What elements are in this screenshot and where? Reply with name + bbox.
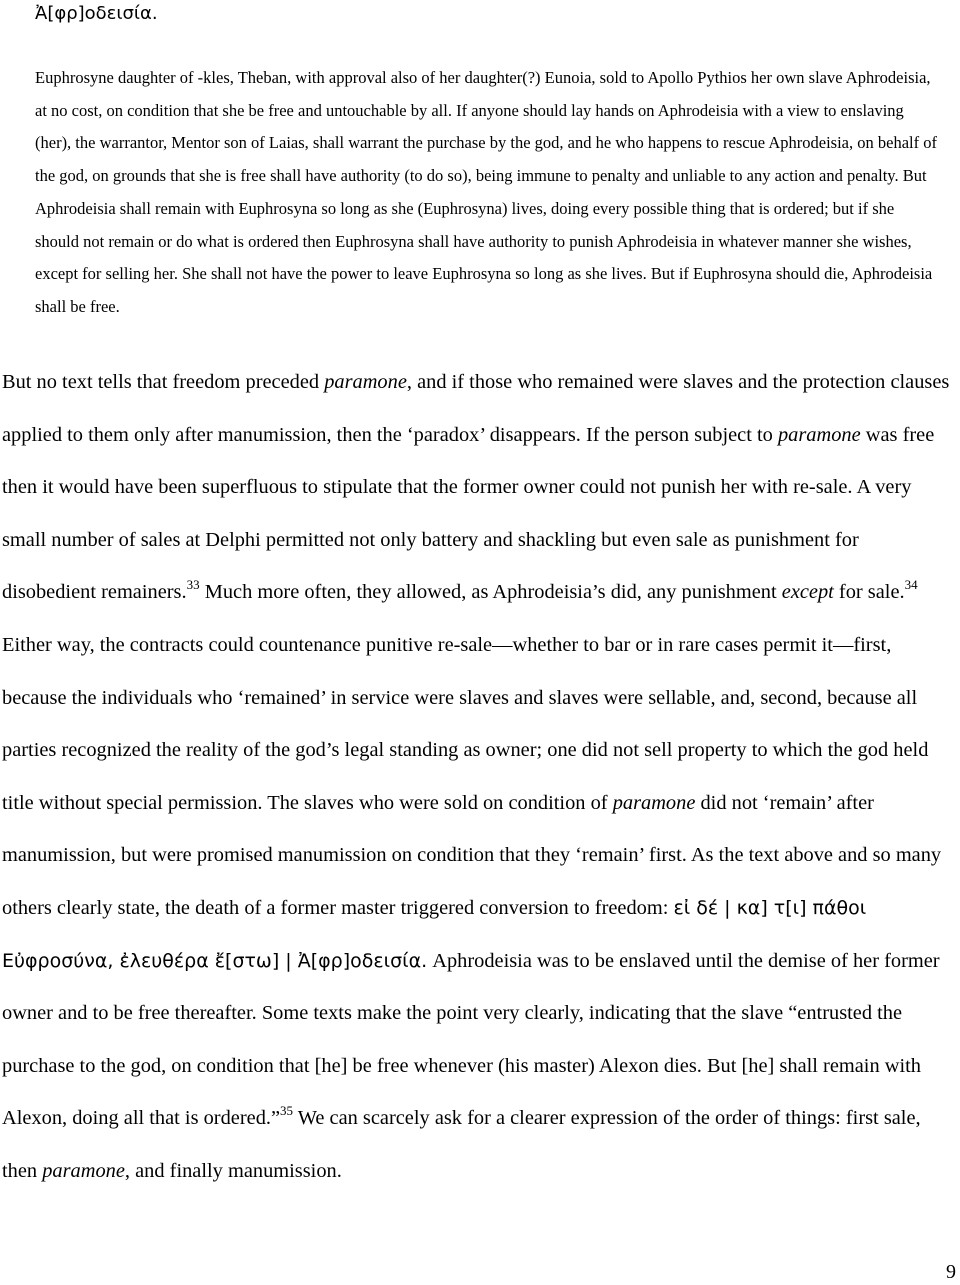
greek-fragment: Ἀ[φρ]οδεισία. — [35, 3, 158, 24]
greek-quotation: εἰ δέ | κα] τ[ι] πάθοι Εὐφροσύνα, ἐλευθέρα ἔ[στω] | Ἀ[φρ]οδεισία. — [2, 896, 867, 972]
term-except: except — [781, 581, 834, 604]
footnote-ref-33[interactable]: 33 — [186, 577, 200, 593]
quoted-inscription — [35, 62, 940, 324]
term-paramone: paramone — [42, 1159, 125, 1182]
term-paramone: paramone — [324, 371, 407, 393]
body-paragraph — [2, 356, 956, 1198]
term-paramone: paramone — [777, 423, 861, 446]
paragraph-text: But no text tells that freedom preceded paramone, and if those who remained were slaves and the protection clauses applied to them only after manumission, then the ‘paradox’ disappears. If the person subject to paramone was free then it would have been superfluous to stipulate that the former owner could not punish her with re-sale. A very small number of sales at Delphi permitted not only battery and shackling but even sale as punishment for disobedient remainers.$^{33}$ Much more often, they allowed, as Aphrodeisia’s did, any punishment except for sale.$^{34}$ Either way, the contracts could countenance punitive re-sale—whether to bar or in rare cases permit it—first, because the individuals who ‘remained’ in service were slaves and slaves were sellable, and, second, because all parties recognized the reality of the god’s legal standing as owner; one did not sell property to which the god held title without special permission. The slaves who were sold on condition of paramone did not ‘remain’ after manumission, but were promised manumission on condition that they ‘remain’ first. As the text above and so many others clearly state, the death of a former master triggered conversion to freedom: εἰ δέ | κα] τ[ι] πάθοι Εὐφροσύνα, ἐλευθέρα ἔ[στω] | Ἀ[φρ]οδεισία. Aphrodeisia was to be enslaved until the demise of her former owner and to be free thereafter. Some texts make the point very clearly, indicating that the slave “entrusted the purchase to the god, on condition that [he] be free whenever (his master) Alexon dies. But [he] shall remain with Alexon, doing all that is ordered.”$^{35}$ We can scarcely ask for a clearer expression of the order of things: first sale, then paramone, and finally manumission. — [2, 371, 950, 1182]
page-number: 9 — [946, 1261, 956, 1283]
term-paramone: paramone — [612, 791, 696, 814]
quote-text: Euphrosyne daughter of -kles, Theban, with approval also of her daughter(?) Eunoia, sold to Apollo Pythios her own slave Aphrodeisia, at no cost, on condition that she be free and untouchable by all. If anyone should lay hands on Aphrodeisia with a view to enslaving (her), the warrantor, Mentor son of Laias, shall warrant the purchase by the god, and he who happens to rescue Aphrodeisia, on behalf of the god, on grounds that she is free shall have authority (to do so), being immune to penalty and unliable to any action and penalty. But Aphrodeisia shall remain with Euphrosyna so long as she (Euphrosyna) lives, doing every possible thing that is ordered; but if she should not remain or do what is ordered then Euphrosyna shall have authority to punish Aphrodeisia in whatever manner she wishes, except for selling her. She shall not have the power to leave Euphrosyna so long as she lives. But if Euphrosyna should die, Aphrodeisia shall be free. — [35, 68, 937, 316]
footnote-ref-34[interactable]: 34 — [904, 577, 918, 593]
footnote-ref-35[interactable]: 35 — [280, 1103, 294, 1119]
